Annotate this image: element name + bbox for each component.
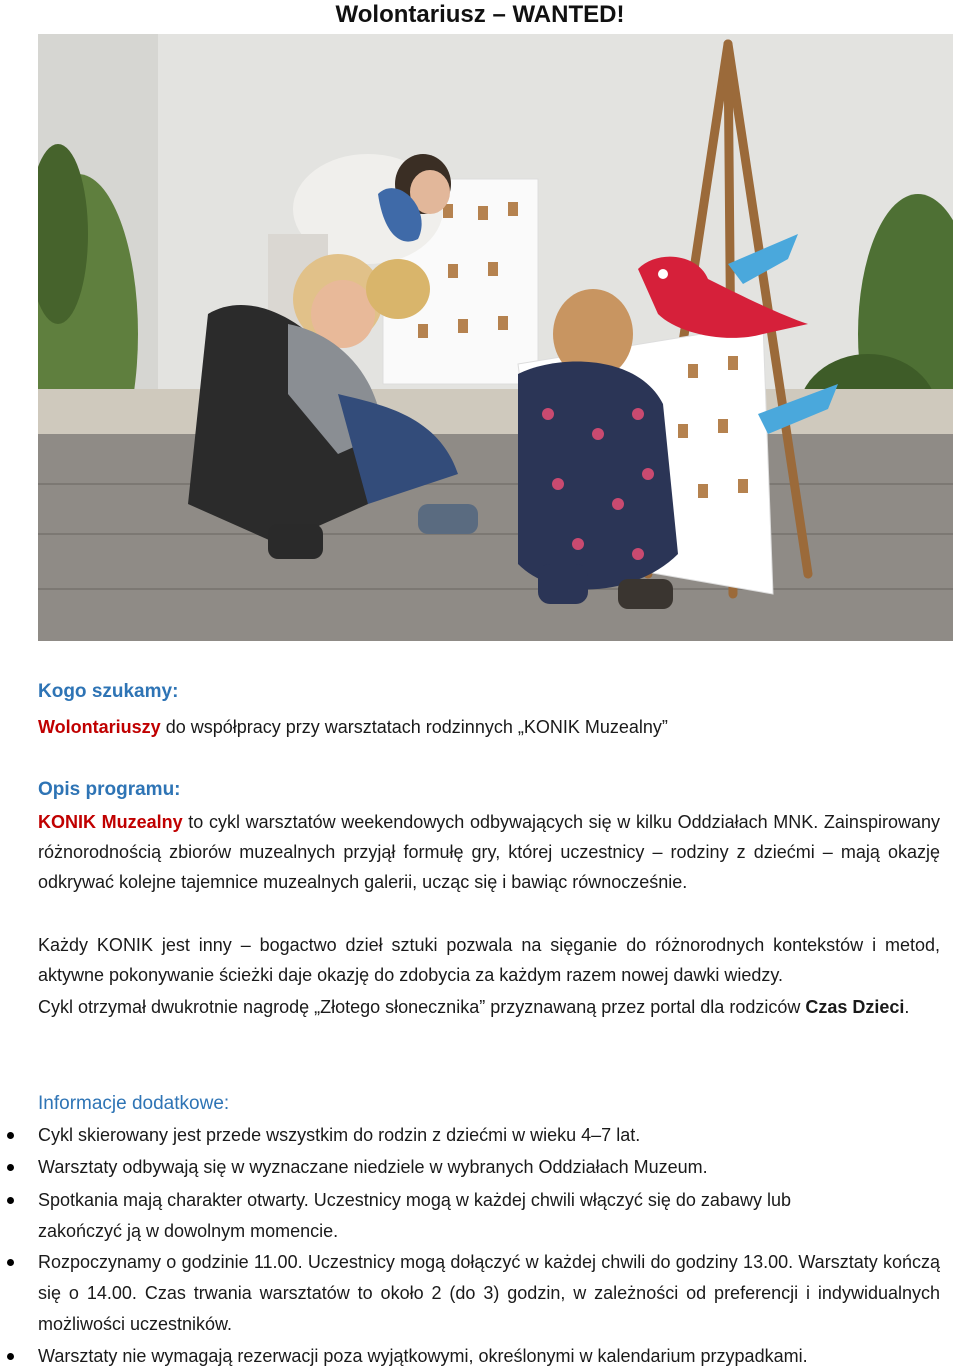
description-text-3-end: . bbox=[904, 997, 910, 1017]
info-list-item: Rozpoczynamy o godzinie 11.00. Uczestnicy mogą dołączyć w każdej chwili do godziny 13.00. Warsztaty kończą się o 14.00. Czas trwania warsztatów to około 2 (do 3) godzin, w zależności od preferencji i indywidualnych możliwości uczestników. bbox=[38, 1247, 940, 1340]
who-text: do współpracy przy warsztatach rodzinnych „KONIK Muzealny” bbox=[160, 717, 668, 737]
description-text-1: to cykl warsztatów weekendowych odbywających się w kilku Oddziałach MNK. Zainspirowany różnorodnością zbiorów muzealnych przyjął formułę gry, której uczestnicy – rodziny z dziećmi – mają okazję odkrywać kolejne tajemnice muzealnych galerii, ucząc się i bawiąc równocześnie. bbox=[38, 812, 940, 892]
bullet-icon bbox=[7, 1197, 14, 1204]
description-paragraph-3 bbox=[38, 992, 940, 1022]
section-heading-who: Kogo szukamy: bbox=[38, 681, 179, 702]
description-lead: KONIK Muzealny bbox=[38, 812, 183, 832]
who-lead: Wolontariuszy bbox=[38, 717, 161, 737]
info-list-item: Cykl skierowany jest przede wszystkim do rodzin z dziećmi w wieku 4–7 lat. bbox=[38, 1120, 940, 1151]
info-list-item: Warsztaty odbywają się w wyznaczane niedziele w wybranych Oddziałach Muzeum. bbox=[38, 1152, 940, 1183]
info-list-item: Warsztaty nie wymagają rezerwacji poza wyjątkowymi, określonymi w kalendarium przypadkami. bbox=[38, 1341, 940, 1372]
info-list-item: Spotkania mają charakter otwarty. Uczestnicy mogą w każdej chwili włączyć się do zabawy lub zakończyć ją w dowolnym momencie. bbox=[38, 1185, 858, 1247]
document-title: Wolontariusz – WANTED! bbox=[335, 1, 625, 28]
section-heading-info: Informacje dodatkowe: bbox=[38, 1093, 230, 1114]
description-text-3: Cykl otrzymał dwukrotnie nagrodę „Złotego słonecznika” przyznawaną przez portal dla rodziców bbox=[38, 997, 806, 1017]
section-heading-description: Opis programu: bbox=[38, 779, 181, 800]
bullet-icon bbox=[7, 1259, 14, 1266]
bullet-icon bbox=[7, 1132, 14, 1139]
description-paragraph-2: Każdy KONIK jest inny – bogactwo dzieł sztuki pozwala na sięganie do różnorodnych kontekstów i metod, aktywne pokonywanie ścieżki daje okazję do zdobycia za każdym razem nowej dawki wiedzy. bbox=[38, 935, 940, 985]
description-paragraph-1 bbox=[38, 807, 940, 897]
workshop-photo bbox=[38, 34, 953, 641]
bullet-icon bbox=[7, 1164, 14, 1171]
bullet-icon bbox=[7, 1353, 14, 1360]
description-text-3-bold: Czas Dzieci bbox=[805, 997, 905, 1017]
who-paragraph bbox=[38, 712, 940, 742]
